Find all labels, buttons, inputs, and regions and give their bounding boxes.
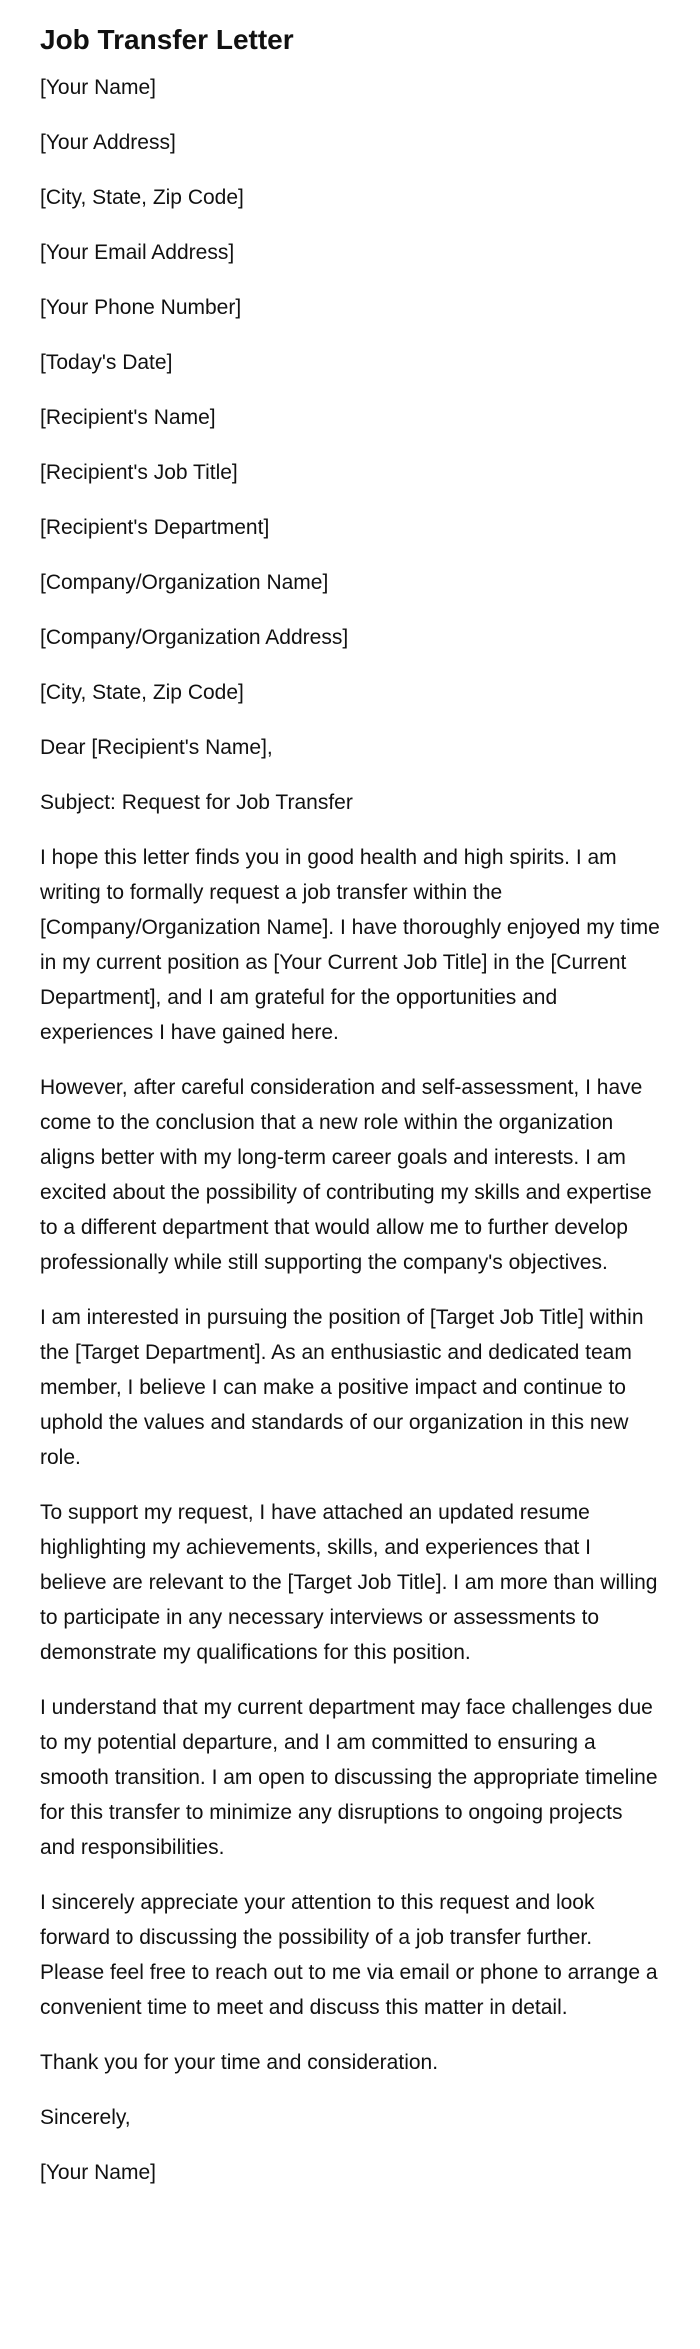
letter-body xyxy=(40,840,660,2080)
recipient-name: [Recipient's Name] xyxy=(40,406,216,429)
document-title: Job Transfer Letter xyxy=(40,24,294,55)
sender-name: [Your Name] xyxy=(40,76,156,99)
closing: Sincerely, xyxy=(40,2106,131,2129)
salutation: Dear [Recipient's Name], xyxy=(40,736,273,759)
body-paragraph: I am interested in pursuing the position of [Target Job Title] within the [Target Department]. As an enthusiastic and dedicated team member, I believe I can make a positive impact and continue to uphold the values and standards of our organization in this new role. xyxy=(40,1306,644,1469)
letter-date: [Today's Date] xyxy=(40,351,173,374)
body-paragraph: I hope this letter finds you in good health and high spirits. I am writing to formally request a job transfer within the [Company/Organization Name]. I have thoroughly enjoyed my time in my current position as [Your Current Job Title] in the [Current Department], and I am grateful for the opportunities and experiences I have gained here. xyxy=(40,846,660,1044)
recipient-job-title: [Recipient's Job Title] xyxy=(40,461,238,484)
recipient-block xyxy=(40,400,660,710)
subject-line: Subject: Request for Job Transfer xyxy=(40,791,353,814)
recipient-department: [Recipient's Department] xyxy=(40,516,270,539)
sender-city-state-zip: [City, State, Zip Code] xyxy=(40,186,244,209)
body-paragraph: To support my request, I have attached an updated resume highlighting my achievements, skills, and experiences that I believe are relevant to the [Target Job Title]. I am more than willing to participate in any necessary interviews or assessments to demonstrate my qualifications for this position. xyxy=(40,1501,658,1664)
sender-email: [Your Email Address] xyxy=(40,241,235,264)
signature-name: [Your Name] xyxy=(40,2161,156,2184)
body-paragraph: I understand that my current department may face challenges due to my potential departure, and I am committed to ensuring a smooth transition. I am open to discussing the appropriate timeline for this transfer to minimize any disruptions to ongoing projects and responsibilities. xyxy=(40,1696,658,1859)
body-paragraph: However, after careful consideration and self-assessment, I have come to the conclusion that a new role within the organization aligns better with my long-term career goals and interests. I am excited about the possibility of contributing my skills and expertise to a different department that would allow me to further develop professionally while still supporting the company's objectives. xyxy=(40,1076,652,1274)
sender-block xyxy=(40,70,660,380)
body-paragraph: Thank you for your time and consideration. xyxy=(40,2051,439,2074)
sender-address: [Your Address] xyxy=(40,131,176,154)
sender-phone: [Your Phone Number] xyxy=(40,296,242,319)
recipient-city-state-zip: [City, State, Zip Code] xyxy=(40,681,244,704)
body-paragraph: I sincerely appreciate your attention to this request and look forward to discussing the possibility of a job transfer further. Please feel free to reach out to me via email or phone to arrange a convenient time to meet and discuss this matter in detail. xyxy=(40,1891,658,2019)
recipient-company: [Company/Organization Name] xyxy=(40,571,329,594)
recipient-company-address: [Company/Organization Address] xyxy=(40,626,349,649)
